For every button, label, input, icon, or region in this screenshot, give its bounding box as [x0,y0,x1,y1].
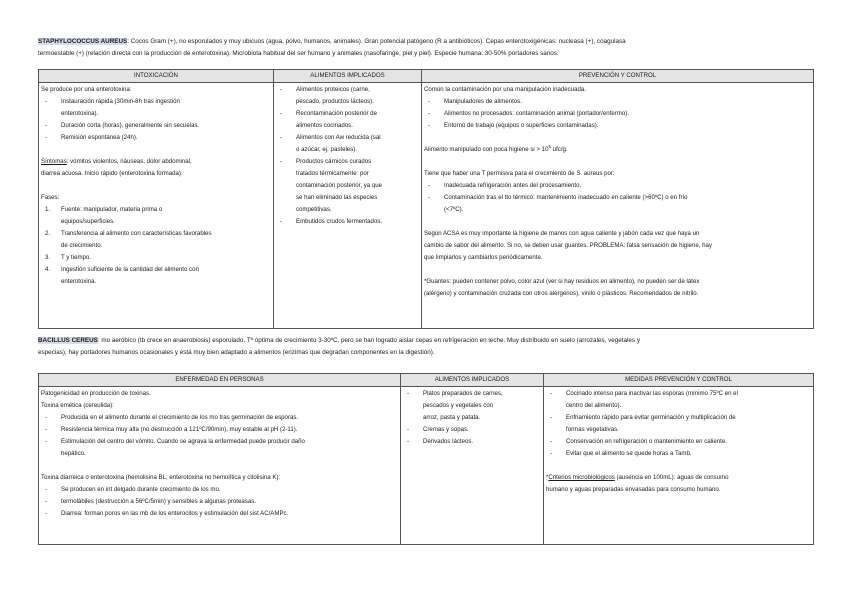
bacillus-medidas-cell [544,387,814,545]
bacillus-header-enfermedad: ENFERMEDAD EN PERSONAS [39,374,401,387]
list-item: - Conservación en refrigeración o mantenimiento en caliente. [550,438,727,445]
list-item-cont: o azúcar, ej. pasteles). [296,146,357,153]
list-item: 4. Ingestión suficiente de la cantidad del alimento con [45,266,199,273]
staph-header-intoxicacion: INTOXICACIÓN [39,70,274,83]
list-item-cont: alimentos cocinados. [296,122,353,129]
staph-sintomas-cont: diarrea acuosa. Inicio rápido (enterotoxina formada). [41,170,183,177]
list-item: 2. Transferencia al alimento con características favorables [45,230,212,237]
list-item-cont: hepático. [61,450,86,457]
list-item: - Alimentos con Aw reducida (sal [280,134,381,141]
list-item-cont: enterotoxina). [61,110,99,117]
bacillus-toxina-emetica: Toxina emética (cereulida): [41,402,114,409]
list-item: - Duración corta (horas), generalmente sin secuelas. [45,122,200,129]
list-item-cont: centro del alimento). [566,402,622,409]
bacillus-header-alimentos: ALIMENTOS IMPLICADOS [401,374,544,387]
list-item-cont: pescado, productos lácteos). [296,98,374,105]
bacillus-toxina-diarreica: Toxina diarreica o enterotoxina (hemolisina BL, enterotoxina no hemolítica y citolisina K): [41,474,281,481]
list-item: - Cremas y sopas. [407,426,469,433]
staph-intro [38,36,814,60]
list-item: - Recontaminación posterior de [280,110,377,117]
list-item: - Embutidos crudos fermentados. [280,218,383,225]
bacillus-criterios-cont: humano y aguas preparadas envasadas para consumo humano. [546,486,721,493]
staph-sintomas: Síntomas: vómitos violentos, náuseas, dolor abdominal, [41,158,192,165]
staph-temp-intro: Tiene que haber una T permisiva para el crecimiento de S. aureus por: [424,170,615,177]
staph-intro-text-1: : Cocos Gram (+), no esporulados y muy ubicuos (agua, polvo, humanos, animales). Gran potencial patógeno (R a antibióticos). Cepas enterotoxigénicas: nucleasa (+), coagulasa [127,38,626,45]
list-item: - Diarrea: forman poros en las mb de los enterocitos y estimulación del sist AC/AMPc. [45,510,289,517]
staph-intoxicacion-cell [39,83,274,329]
list-item: - Estimulación del centro del vómito. Cuando se agrava la enfermedad puede producir daño [45,438,305,445]
list-item-cont: equipos/superficies. [61,218,115,225]
staph-header-prevencion: PREVENCIÓN Y CONTROL [422,70,814,83]
list-item-cont: de crecimiento. [61,242,103,249]
bacillus-alimentos-cell [401,387,544,545]
list-item-cont: (<7ºC). [444,206,464,213]
list-item: 3. T y tiempo. [45,254,92,261]
staph-alimentos-cell [274,83,422,329]
list-item: - Se producen en int delgado durante crecimiento de los mo. [45,486,221,493]
list-item: - Alimentos no procesados: contaminación animal (portador/enfermo). [428,110,629,117]
bacillus-enfermedad-cell [39,387,401,545]
list-item: - Inadecuada refrigeración antes del procesamiento. [428,182,582,189]
list-item: - Entorno de trabajo (equipos o superficies contaminadas). [428,122,599,129]
list-item-cont: enterotoxina. [61,278,97,285]
staph-fases-label: Fases: [41,194,60,201]
staph-acsa-cont: que limpiarlos y cambiarlos periódicamente. [424,254,543,261]
bacillus-table [38,373,814,545]
list-item-cont: formas vegetativas. [566,426,619,433]
list-item: - Producida en el alimento durante el crecimiento de los mo tras germinación de esporas. [45,414,299,421]
list-item-cont: arroz, pasta y patata. [423,414,481,421]
staph-table [38,69,814,329]
list-item-cont: competitivas. [296,206,332,213]
staph-guantes-cont: (alérgeno) y contaminación cruzada con otros alérgenos), vinilo o plásticos. Recomendados de nitrilo. [424,290,699,297]
list-item: - Resistencia térmica muy alta (no destrucción a 121ºC/90min), muy estable al pH (2-11). [45,426,298,433]
bacillus-header-medidas: MEDIDAS PREVENCIÓN Y CONTROL [544,374,814,387]
list-item: 1. Fuente: manipulador, materia prima o [45,206,163,213]
list-item: - Instauración rápida (30min-8h tras ingestión [45,98,180,105]
staph-intox-intro: Se produce por una enterotoxina: [41,86,132,93]
bacillus-title: BACILLUS CEREUS [38,337,98,344]
list-item-cont: tratados térmicamente: por [296,170,369,177]
list-item: - Derivados lácteos. [407,438,474,445]
list-item-cont: se han eliminado las especies [296,194,378,201]
bacillus-patogenicidad: Patogenicidad en producción de toxinas. [41,390,151,397]
list-item: - Cocinado intenso para inactivar las esporas (mínimo 75ºC en el [550,390,738,397]
bacillus-intro [38,335,814,359]
list-item-cont: pescados y vegetales con [423,402,494,409]
bacillus-criterios: *Criterios microbiológicos (ausencia en 100mL): aguas de consumo [546,474,729,481]
bacillus-intro-text-2: especias), hay portadores humanos ocasionales y está muy bien adaptado a alimentos (enzimas que degradan componentes en la digestión). [38,349,435,356]
staph-guantes: *Guantes: pueden contener polvo, color azul (ver si hay residuos en alimento), no pueden ser de látex [424,278,700,285]
staph-intro-text-2: termoestable (+) (relación directa con la producción de enterotoxina). Microbiota habitual del ser humano y animales (nasofaringe, piel y piel). Especie humana: 30-50% portadores sanos. [38,50,559,57]
staph-header-alimentos: ALIMENTOS IMPLICADOS [274,70,422,83]
list-item: - Alimentos proteicos (carne, [280,86,370,93]
staph-manipulado: Alimento manipulado con poca higiene si > $10^5$ ufc/g. [424,143,568,153]
staph-prev-intro: Común la contaminación por una manipulación inadecuada. [424,86,586,93]
list-item: - Productos cárnicos curados [280,158,372,165]
list-item: - termolábiles (destrucción a 56ºC/5min) y sensibles a algunas proteasas. [45,498,256,505]
list-item: - Manipuladores de alimentos. [428,98,522,105]
list-item: - Contaminación tras el tto térmico: mantenimiento inadecuado en caliente (>60ºC) o en frío [428,194,688,201]
staph-title: STAPHYLOCOCCUS AUREUS [38,38,128,45]
staph-acsa-cont: cambio de sabor del alimento. Si no, se deben usar guantes. PROBLEMA: falsa sensación de higiene, hay [424,242,712,249]
list-item: - Platos preparados de carnes, [407,390,503,397]
list-item: - Enfriamiento rápido para evitar germinación y multiplicación de [550,414,736,421]
bacillus-intro-text-1: : mo aeróbico (tb crece en anaerobiosis) esporulado. Tª óptima de crecimiento 3-30ºC, pero se han logrado aislar cepas en refrigeración en leche. Muy distribuido en suelo (arrozales, vegetales y [97,337,640,344]
list-item: - Remisión espontánea (24h). [45,134,138,141]
list-item: - Evitar que el alimento se quede horas a Tamb. [550,450,692,457]
staph-acsa: Según ACSA es muy importante la higiene de manos con agua caliente y jabón cada vez que haya un [424,230,700,237]
staph-prevencion-cell [422,83,814,329]
list-item-cont: contaminación posterior, ya que [296,182,383,189]
